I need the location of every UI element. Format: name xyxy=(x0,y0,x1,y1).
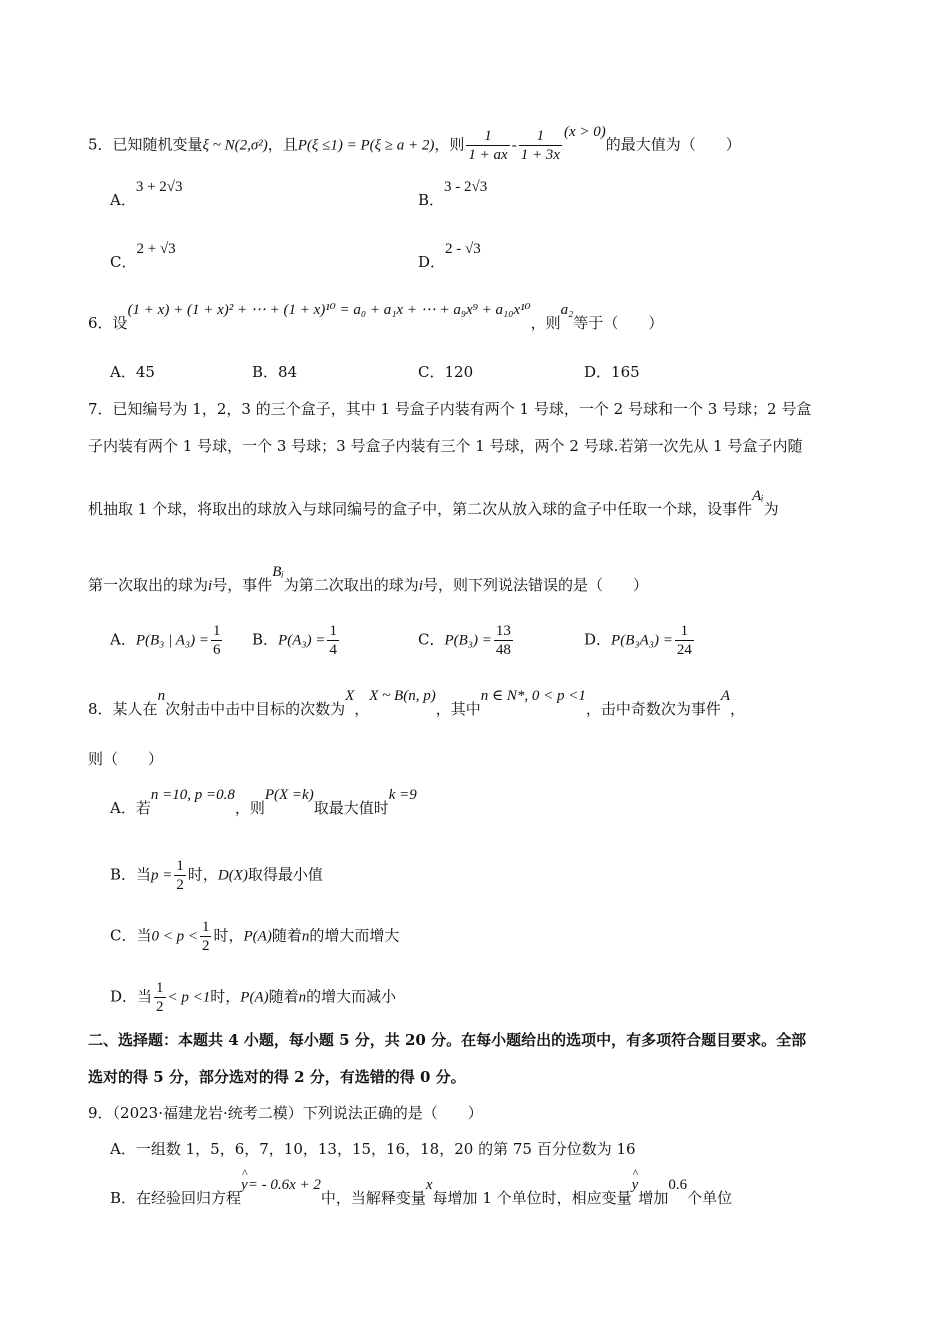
option-text: 时， xyxy=(210,987,241,1006)
q5-text: 的最大值为（ ） xyxy=(605,135,741,154)
option-math: D(X) xyxy=(217,867,248,884)
option-label: A． xyxy=(110,191,136,209)
option-label: B． xyxy=(418,191,445,209)
q8-event-A: A xyxy=(720,688,731,704)
frac-den: 4 xyxy=(329,642,337,658)
frac-num: 1 xyxy=(675,622,694,641)
q6-number: 6． xyxy=(88,314,113,332)
q8-text: ，其中 xyxy=(435,700,481,718)
q5-fraction-2 xyxy=(519,127,562,164)
option-math: 3 - 2√3 xyxy=(444,179,488,195)
q8-option-d xyxy=(110,979,396,1016)
option-math: P(A) xyxy=(243,928,272,945)
frac-num: 1 xyxy=(156,980,164,996)
q5-fraction-1 xyxy=(466,127,509,164)
frac-num: 1 xyxy=(212,623,221,639)
q7-text: 号，则下列说法错误的是（ ） xyxy=(422,576,648,594)
q5-option-c xyxy=(110,241,176,275)
q6-text: 设 xyxy=(112,314,128,332)
q7-line-4 xyxy=(88,564,648,598)
section-2-heading-line-2: 选对的得 5 分，部分选对的得 2 分，有选错的得 0 分。 xyxy=(88,1068,466,1086)
option-math: 3 + 2√3 xyxy=(135,179,183,195)
option-math-yhat: ^ y xyxy=(241,1173,248,1197)
option-label: C．当 xyxy=(110,926,152,945)
q5-frac2-num: 1 xyxy=(519,127,562,146)
frac-den: 24 xyxy=(676,642,692,658)
option-fraction xyxy=(494,622,513,659)
q6-a2: a₂ xyxy=(560,302,574,318)
option-math: n xyxy=(301,928,310,945)
frac-den: 2 xyxy=(176,877,184,893)
q5-option-a xyxy=(110,179,183,213)
option-fraction xyxy=(154,979,166,1016)
q7-text: 第一次取出的球为 xyxy=(88,576,209,594)
q7-line-3 xyxy=(88,488,779,522)
q8-text: ， xyxy=(730,700,746,718)
q8-text: 次射击中击中目标的次数为 xyxy=(165,700,346,718)
option-math: = - 0.6x + 2 xyxy=(247,1177,321,1193)
q5-option-d xyxy=(418,241,481,275)
option-math: P(B₃A₃) = xyxy=(611,632,673,649)
q8-X: X xyxy=(345,688,355,704)
option-label: B．当 xyxy=(110,865,152,884)
option-text: 增加 xyxy=(638,1189,669,1207)
option-math: k =9 xyxy=(388,787,417,803)
option-math: P(A) xyxy=(240,989,269,1006)
option-text: 时， xyxy=(187,865,218,884)
frac-num: 1 xyxy=(201,919,210,935)
option-math: 2 + √3 xyxy=(136,241,176,257)
frac-num: 1 xyxy=(176,858,184,874)
q8-text: ，击中奇数次为事件 xyxy=(585,700,721,718)
option-math: 0 < p < xyxy=(151,928,198,945)
q5-frac1-num: 1 xyxy=(466,127,509,146)
q5-text: ，且 xyxy=(267,135,298,154)
q7-option-a xyxy=(110,622,224,659)
q7-line-1: 7．已知编号为 1，2，3 的三个盒子，其中 1 号盒子内装有两个 1 号球，一个 2 号球和一个 3 号球；2 号盒 xyxy=(88,400,812,418)
option-text: 中，当解释变量 xyxy=(320,1189,426,1207)
q8-condition: n ∈ N*, 0 < p <1 xyxy=(480,688,586,704)
q7-text: 为 xyxy=(763,500,779,518)
q7-option-d xyxy=(584,622,696,659)
q8-then: 则（ ） xyxy=(88,750,164,768)
q5-minus: - xyxy=(511,137,517,154)
option-fraction xyxy=(174,857,186,894)
q8-binomial: X ~ B(n, p) xyxy=(369,688,436,704)
q8-option-b xyxy=(110,857,323,894)
option-label: A． xyxy=(110,630,136,649)
option-label: C． xyxy=(418,630,445,649)
option-text: 随着 xyxy=(268,987,299,1006)
q5-prob-equation: P(ξ ≤1) = P(ξ ≥ a + 2) xyxy=(297,137,435,154)
option-label: A．若 xyxy=(110,799,151,817)
q7-index: i xyxy=(208,578,213,594)
question-6-stem xyxy=(88,302,664,336)
q7-option-c xyxy=(418,622,515,659)
q6-option-c: C．120 xyxy=(418,363,474,381)
option-math: P(B₃) = xyxy=(444,632,492,649)
option-label: D．当 xyxy=(110,987,153,1006)
q7-index: i xyxy=(418,578,423,594)
q5-normal-dist: ξ ~ N(2,σ²) xyxy=(202,137,268,154)
q8-number: 8． xyxy=(88,700,113,718)
q6-text: ，则 xyxy=(530,314,561,332)
option-text: 时， xyxy=(213,926,244,945)
q5-text: 已知随机变量 xyxy=(112,135,203,154)
question-8-stem xyxy=(88,688,746,722)
q6-option-a: A．45 xyxy=(110,363,155,381)
q7-text: 号，事件 xyxy=(212,576,273,594)
option-text: 随着 xyxy=(271,926,302,945)
option-math: 2 - √3 xyxy=(445,241,481,257)
q5-text: ，则 xyxy=(434,135,465,154)
q6-text: 等于（ ） xyxy=(573,314,664,332)
q7-event-b: Bᵢ xyxy=(272,564,284,580)
option-math: P(B₃ | A₃) = xyxy=(135,632,209,649)
option-label: B． xyxy=(252,630,279,649)
option-text: 取得最小值 xyxy=(247,865,323,884)
option-text: 个单位 xyxy=(687,1189,733,1207)
q7-event-a: Aᵢ xyxy=(752,488,764,504)
q9-option-b xyxy=(110,1177,733,1211)
option-label: C． xyxy=(110,253,137,271)
option-label: D． xyxy=(584,630,612,649)
q5-frac2-den: 1 + 3x xyxy=(520,147,560,163)
frac-den: 2 xyxy=(156,999,164,1015)
option-math: x xyxy=(425,1177,433,1193)
option-math-yhat: ^ y xyxy=(632,1173,639,1197)
option-math: 0.6 xyxy=(668,1177,688,1193)
frac-den: 6 xyxy=(212,642,221,658)
option-text: ，则 xyxy=(234,799,265,817)
q7-line-2: 子内装有两个 1 号球，一个 3 号球；3 号盒子内装有三个 1 号球，两个 2 号球.若第一次先从 1 号盒子内随 xyxy=(88,437,803,455)
q8-option-a xyxy=(110,787,417,821)
q6-expansion: (1 + x) + (1 + x)² + ⋯ + (1 + x)¹⁰ = a₀ + a₁x + ⋯ + a₉x⁹ + a₁₀x¹⁰ xyxy=(127,302,531,318)
option-math: p = xyxy=(151,867,173,884)
question-9-stem: 9．（2023·福建龙岩·统考二模）下列说法正确的是（ ） xyxy=(88,1104,483,1122)
q7-text: 为第二次取出的球为 xyxy=(283,576,419,594)
q8-text: ， xyxy=(354,700,370,718)
option-fraction xyxy=(200,918,212,955)
q5-option-b xyxy=(418,179,488,213)
q7-option-b xyxy=(252,622,341,659)
option-fraction xyxy=(211,622,223,659)
option-text: 取最大值时 xyxy=(313,799,389,817)
option-math: n =10, p =0.8 xyxy=(150,787,235,803)
option-math: P(X =k) xyxy=(264,787,314,803)
q8-n: n xyxy=(157,688,166,704)
q7-text: 机抽取 1 个球，将取出的球放入与球同编号的盒子中，第二次从放入球的盒子中任取一个球，设事件 xyxy=(88,500,753,518)
frac-num: 13 xyxy=(495,623,511,639)
q8-text: 某人在 xyxy=(112,700,158,718)
frac-num: 1 xyxy=(329,623,337,639)
option-label: D． xyxy=(418,253,446,271)
option-text: 的增大而减小 xyxy=(306,987,397,1006)
option-math: P(A₃) = xyxy=(278,632,326,649)
q5-frac1-den: 1 + ax xyxy=(468,147,508,163)
q5-condition: (x > 0) xyxy=(563,123,606,140)
q9-option-a: A．一组数 1，5，6，7，10，13，15，16，18，20 的第 75 百分位数为 16 xyxy=(110,1140,636,1158)
option-text: 的增大而增大 xyxy=(309,926,400,945)
section-2-heading-line-1: 二、选择题：本题共 4 小题，每小题 5 分，共 20 分。在每小题给出的选项中，有多项符合题目要求。全部 xyxy=(88,1031,807,1049)
q8-option-c xyxy=(110,918,399,955)
q5-number: 5． xyxy=(88,135,113,154)
question-5-stem xyxy=(88,123,741,164)
option-math: < p <1 xyxy=(167,989,211,1006)
frac-den: 48 xyxy=(495,642,511,658)
q6-option-b: B．84 xyxy=(252,363,298,381)
q6-option-d: D．165 xyxy=(584,363,640,381)
option-text: B．在经验回归方程 xyxy=(110,1189,242,1207)
option-text: 每增加 1 个单位时，相应变量 xyxy=(432,1189,632,1207)
frac-den: 2 xyxy=(201,938,210,954)
option-fraction xyxy=(675,622,694,659)
option-math: n xyxy=(298,989,307,1006)
option-fraction xyxy=(327,622,339,659)
